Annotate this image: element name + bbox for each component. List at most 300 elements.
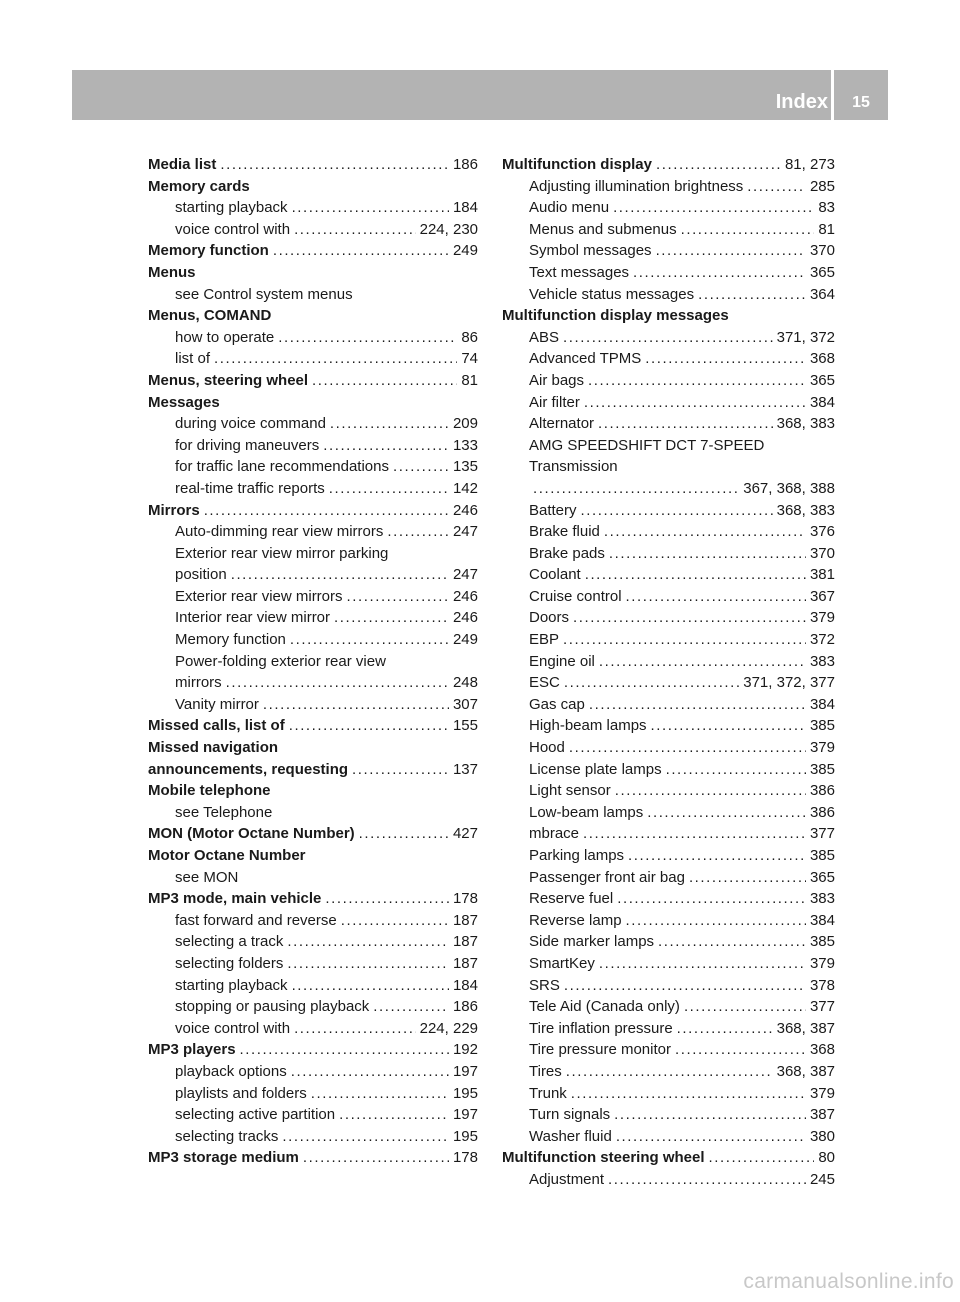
index-subentry[interactable]: [502, 845, 835, 867]
page-reference[interactable]: 137: [452, 760, 478, 778]
entry-label: Missed navigation: [148, 739, 279, 757]
page-reference[interactable]: 385: [809, 933, 835, 951]
page-reference[interactable]: 74: [461, 350, 478, 368]
index-subentry[interactable]: [148, 694, 478, 716]
index-subentry[interactable]: [148, 910, 478, 932]
entry-label: Memory function: [148, 242, 269, 260]
page-reference[interactable]: 377: [809, 998, 835, 1016]
dot-leader: [584, 392, 806, 414]
index-subentry[interactable]: [148, 327, 478, 349]
page-reference[interactable]: 187: [452, 933, 478, 951]
entry-label: Brake fluid: [529, 523, 600, 541]
dot-leader: [684, 996, 806, 1018]
index-subentry[interactable]: [502, 478, 835, 500]
index-entry[interactable]: [148, 823, 478, 845]
dot-leader: [287, 953, 449, 975]
page-reference[interactable]: 384: [809, 911, 835, 929]
page-reference[interactable]: 246: [452, 587, 478, 605]
entry-label: SRS: [529, 976, 560, 994]
page-reference[interactable]: 186: [452, 156, 478, 173]
dot-leader: [585, 564, 806, 586]
index-subentry[interactable]: [502, 543, 835, 565]
page-reference[interactable]: 246: [452, 609, 478, 627]
entry-label: voice control with: [175, 220, 291, 238]
entry-label: Hood: [529, 739, 565, 757]
page-reference[interactable]: 81: [818, 220, 835, 238]
entry-label: Coolant: [529, 566, 581, 584]
page-reference[interactable]: 371, 372: [776, 328, 835, 346]
index-subentry[interactable]: [502, 564, 835, 586]
page-reference[interactable]: 379: [809, 739, 835, 757]
entry-label: Battery: [529, 501, 577, 519]
index-entry[interactable]: [148, 154, 478, 176]
dot-leader: [263, 694, 449, 716]
dot-leader: [564, 672, 739, 694]
entry-label: Tires: [529, 1062, 562, 1080]
dot-leader: [289, 715, 449, 737]
page-reference[interactable]: 367, 368, 388: [743, 479, 835, 497]
dot-leader: [626, 586, 806, 608]
entry-label: fast forward and reverse: [175, 911, 337, 929]
dot-leader: [604, 521, 806, 543]
entry-label: Cruise control: [529, 587, 622, 605]
index-subentry[interactable]: [502, 715, 835, 737]
index-subentry[interactable]: [502, 931, 835, 953]
page-reference[interactable]: 155: [452, 717, 478, 735]
index-subentry[interactable]: [148, 672, 478, 694]
dot-leader: [599, 651, 806, 673]
index-subentry[interactable]: [502, 586, 835, 608]
dot-leader: [626, 910, 806, 932]
dot-leader: [341, 910, 449, 932]
entry-label: starting playback: [175, 976, 288, 994]
page-reference[interactable]: 247: [452, 523, 478, 541]
entry-label: MP3 mode, main vehicle: [148, 890, 322, 908]
index-subentry: [148, 543, 478, 565]
dot-leader: [273, 240, 449, 262]
page-reference[interactable]: 187: [452, 954, 478, 972]
entry-label: SmartKey: [529, 954, 595, 972]
page-reference[interactable]: 245: [809, 1170, 835, 1188]
entry-label: High-beam lamps: [529, 717, 647, 735]
index-entry: [148, 392, 478, 414]
dot-leader: [312, 370, 457, 392]
dot-leader: [633, 262, 806, 284]
index-entry[interactable]: [502, 1147, 835, 1169]
page-reference[interactable]: 81, 273: [784, 156, 835, 173]
page-reference[interactable]: 187: [452, 911, 478, 929]
page-reference[interactable]: 387: [809, 1106, 835, 1124]
index-subentry[interactable]: [148, 413, 478, 435]
page-reference[interactable]: 368, 387: [776, 1062, 835, 1080]
index-subentry[interactable]: [148, 975, 478, 997]
dot-leader: [571, 1083, 806, 1105]
index-subentry[interactable]: [502, 500, 835, 522]
entry-label: Memory function: [175, 631, 286, 649]
page-reference[interactable]: 385: [809, 847, 835, 864]
dot-leader: [347, 586, 449, 608]
index-subentry[interactable]: [148, 435, 478, 457]
dot-leader: [325, 888, 449, 910]
page-reference[interactable]: 80: [818, 1149, 835, 1167]
index-entry[interactable]: [502, 154, 835, 176]
index-entry[interactable]: [148, 370, 478, 392]
index-subentry[interactable]: [502, 1104, 835, 1126]
index-entry[interactable]: [148, 500, 478, 522]
index-subentry[interactable]: [502, 651, 835, 673]
index-subentry[interactable]: [148, 607, 478, 629]
index-subentry[interactable]: [148, 931, 478, 953]
index-entry[interactable]: [148, 888, 478, 910]
page-reference[interactable]: 81: [461, 371, 478, 389]
page-reference[interactable]: 365: [809, 868, 835, 886]
entry-label: mirrors: [175, 674, 222, 692]
page-reference[interactable]: 371, 372, 377: [743, 674, 835, 692]
page-reference[interactable]: 209: [452, 415, 478, 433]
dot-leader: [656, 240, 806, 262]
page-reference[interactable]: 386: [809, 782, 835, 800]
entry-label: Engine oil: [529, 652, 595, 670]
page-number: 15: [852, 94, 870, 111]
dot-leader: [609, 543, 806, 565]
entry-label: Turn signals: [529, 1106, 611, 1124]
entry-label: Multifunction display messages: [502, 307, 729, 325]
page-reference[interactable]: 368, 383: [776, 501, 835, 519]
index-entry: [148, 780, 478, 802]
page-reference[interactable]: 383: [809, 652, 835, 670]
page-reference[interactable]: 249: [452, 631, 478, 649]
page-reference[interactable]: 178: [452, 1149, 478, 1167]
page-reference[interactable]: 224, 230: [419, 220, 478, 238]
index-subentry[interactable]: [148, 348, 478, 370]
page-reference[interactable]: 365: [809, 263, 835, 281]
entry-label: MON (Motor Octane Number): [148, 825, 355, 843]
page-reference[interactable]: 192: [452, 1041, 478, 1059]
page-reference[interactable]: 178: [452, 890, 478, 908]
page-reference[interactable]: 370: [809, 544, 835, 562]
entry-label: list of: [175, 350, 211, 368]
page-reference[interactable]: 249: [452, 242, 478, 260]
index-subentry[interactable]: [502, 910, 835, 932]
page-reference[interactable]: 384: [809, 393, 835, 411]
entry-label: MP3 storage medium: [148, 1149, 299, 1167]
dot-leader: [563, 327, 773, 349]
index-subentry[interactable]: [502, 1061, 835, 1083]
index-subentry[interactable]: [502, 694, 835, 716]
entry-label: how to operate: [175, 328, 275, 346]
entry-label: Power-folding exterior rear view: [175, 652, 386, 670]
entry-label: Media list: [148, 156, 217, 173]
entry-label: selecting a track: [175, 933, 284, 951]
index-subentry[interactable]: [148, 1083, 478, 1105]
entry-label: Exterior rear view mirror parking: [175, 544, 389, 562]
index-subentry[interactable]: [148, 478, 478, 500]
index-entry: [502, 305, 835, 327]
dot-leader: [563, 629, 806, 651]
entry-label: AMG SPEEDSHIFT DCT 7-SPEED: [529, 436, 765, 454]
index-entry: [148, 737, 478, 759]
dot-leader: [656, 154, 781, 176]
index-subentry[interactable]: [502, 240, 835, 262]
page-reference[interactable]: 184: [452, 976, 478, 994]
dot-leader: [564, 975, 806, 997]
entry-label: License plate lamps: [529, 760, 662, 778]
index-subentry[interactable]: [502, 759, 835, 781]
entry-label: Text messages: [529, 263, 630, 281]
dot-leader: [292, 975, 449, 997]
page-reference[interactable]: 133: [452, 436, 478, 454]
entry-label: Memory cards: [148, 177, 250, 195]
entry-label: Air bags: [529, 371, 585, 389]
page-reference[interactable]: 379: [809, 1084, 835, 1102]
page-reference[interactable]: 385: [809, 760, 835, 778]
entry-label: selecting tracks: [175, 1127, 279, 1145]
dot-leader: [393, 456, 449, 478]
page-reference[interactable]: 370: [809, 242, 835, 260]
page-reference[interactable]: 376: [809, 523, 835, 541]
index-subentry[interactable]: [502, 996, 835, 1018]
index-subentry[interactable]: [502, 370, 835, 392]
index-subentry: [148, 802, 478, 824]
index-subentry[interactable]: [148, 521, 478, 543]
index-subentry[interactable]: [502, 262, 835, 284]
entry-label: Tire pressure monitor: [529, 1041, 671, 1059]
entry-label: Air filter: [529, 393, 580, 411]
page-reference[interactable]: 377: [809, 825, 835, 843]
entry-label: Menus, steering wheel: [148, 371, 309, 389]
entry-label: mbrace: [529, 825, 580, 843]
index-entry[interactable]: [148, 240, 478, 262]
page-reference[interactable]: 368, 383: [776, 415, 835, 433]
dot-leader: [617, 888, 806, 910]
index-subentry[interactable]: [148, 953, 478, 975]
page-reference[interactable]: 381: [809, 566, 835, 584]
index-subentry[interactable]: [148, 564, 478, 586]
page-reference[interactable]: 246: [452, 501, 478, 519]
index-subentry[interactable]: [148, 456, 478, 478]
index-subentry[interactable]: [148, 1018, 478, 1040]
dot-leader: [226, 672, 449, 694]
index-subentry[interactable]: [502, 176, 835, 198]
index-entry[interactable]: [148, 715, 478, 737]
entry-label: Multifunction steering wheel: [502, 1149, 705, 1167]
index-column-left: [148, 154, 478, 1169]
index-subentry[interactable]: [502, 521, 835, 543]
dot-leader: [615, 780, 806, 802]
index-subentry[interactable]: [502, 953, 835, 975]
entry-label: Exterior rear view mirrors: [175, 587, 343, 605]
entry-label: stopping or pausing playback: [175, 998, 370, 1016]
index-subentry[interactable]: [502, 284, 835, 306]
page-reference[interactable]: 184: [452, 199, 478, 217]
index-entry[interactable]: [148, 1039, 478, 1061]
page-reference[interactable]: 285: [809, 177, 835, 195]
page-reference[interactable]: 368, 387: [776, 1019, 835, 1037]
dot-leader: [677, 1018, 773, 1040]
page-reference[interactable]: 365: [809, 371, 835, 389]
index-column-right: [502, 154, 835, 1191]
entry-label: for driving maneuvers: [175, 436, 320, 454]
index-subentry[interactable]: [502, 672, 835, 694]
entry-label: voice control with: [175, 1019, 291, 1037]
dot-leader: [747, 176, 806, 198]
page-reference[interactable]: 385: [809, 717, 835, 735]
entry-label: Parking lamps: [529, 847, 625, 864]
dot-leader: [569, 737, 806, 759]
index-subentry[interactable]: [502, 413, 835, 435]
entry-label: selecting active partition: [175, 1106, 336, 1124]
page-reference[interactable]: 383: [809, 890, 835, 908]
index-entry[interactable]: [148, 1147, 478, 1169]
entry-label: Brake pads: [529, 544, 605, 562]
index-subentry[interactable]: [148, 219, 478, 241]
entry-label: Vehicle status messages: [529, 285, 695, 303]
page-reference[interactable]: 83: [818, 199, 835, 217]
page-reference[interactable]: 197: [452, 1062, 478, 1080]
page-reference[interactable]: 197: [452, 1106, 478, 1124]
entry-label: Interior rear view mirror: [175, 609, 331, 627]
dot-leader: [533, 478, 739, 500]
index-subentry: [148, 284, 478, 306]
index-subentry[interactable]: [502, 1126, 835, 1148]
entry-label: Low-beam lamps: [529, 803, 644, 821]
entry-label: ESC: [529, 674, 560, 692]
section-title: Index: [775, 91, 828, 113]
dot-leader: [675, 1039, 806, 1061]
index-subentry[interactable]: [148, 586, 478, 608]
page-reference[interactable]: 86: [461, 328, 478, 346]
index-subentry[interactable]: [502, 975, 835, 997]
index-subentry[interactable]: [502, 780, 835, 802]
entry-label: Alternator: [529, 415, 595, 433]
page-reference[interactable]: 386: [809, 803, 835, 821]
page-reference[interactable]: 224, 229: [419, 1019, 478, 1037]
index-subentry[interactable]: [502, 1018, 835, 1040]
dot-leader: [589, 694, 806, 716]
page-reference[interactable]: 142: [452, 479, 478, 497]
entry-label: Gas cap: [529, 695, 585, 713]
index-subentry[interactable]: [502, 1083, 835, 1105]
page-reference[interactable]: 368: [809, 350, 835, 368]
index-subentry[interactable]: [502, 1039, 835, 1061]
page-reference[interactable]: 380: [809, 1127, 835, 1145]
entry-label: Menus: [148, 263, 196, 281]
page-reference[interactable]: 379: [809, 609, 835, 627]
dot-leader: [588, 370, 806, 392]
page-reference[interactable]: 247: [452, 566, 478, 584]
page-reference[interactable]: 372: [809, 631, 835, 649]
dot-leader: [220, 154, 449, 176]
entry-label: Advanced TPMS: [529, 350, 642, 368]
dot-leader: [240, 1039, 449, 1061]
index-subentry[interactable]: [502, 802, 835, 824]
page-reference[interactable]: 186: [452, 998, 478, 1016]
index-subentry[interactable]: [502, 1169, 835, 1191]
dot-leader: [352, 759, 449, 781]
index-subentry[interactable]: [148, 197, 478, 219]
page-reference[interactable]: 248: [452, 674, 478, 692]
index-subentry[interactable]: [502, 327, 835, 349]
index-subentry[interactable]: [502, 888, 835, 910]
dot-leader: [291, 1061, 449, 1083]
page-reference[interactable]: 364: [809, 285, 835, 303]
page-reference[interactable]: 379: [809, 954, 835, 972]
dot-leader: [658, 931, 806, 953]
dot-leader: [599, 953, 806, 975]
dot-leader: [598, 413, 773, 435]
dot-leader: [231, 564, 449, 586]
index-subentry[interactable]: [502, 392, 835, 414]
dot-leader: [628, 845, 806, 867]
index-subentry[interactable]: [148, 1126, 478, 1148]
entry-label: Vanity mirror: [175, 695, 259, 713]
index-subentry[interactable]: [502, 737, 835, 759]
entry-label: see Control system menus: [175, 285, 353, 303]
index-subentry[interactable]: [148, 629, 478, 651]
dot-leader: [278, 327, 457, 349]
entry-label: Trunk: [529, 1084, 567, 1102]
dot-leader: [334, 607, 449, 629]
index-subentry[interactable]: [148, 1061, 478, 1083]
page-reference[interactable]: 367: [809, 587, 835, 605]
page-reference[interactable]: 307: [452, 695, 478, 713]
dot-leader: [330, 413, 449, 435]
entry-label: Doors: [529, 609, 570, 627]
entry-label: Symbol messages: [529, 242, 652, 260]
index-subentry[interactable]: [502, 197, 835, 219]
page-reference[interactable]: 368: [809, 1041, 835, 1059]
dot-leader: [323, 435, 449, 457]
entry-label: Motor Octane Number: [148, 847, 306, 864]
entry-label: Messages: [148, 393, 220, 411]
dot-leader: [608, 1169, 806, 1191]
index-subentry[interactable]: [502, 348, 835, 370]
page-reference[interactable]: 195: [452, 1127, 478, 1145]
dot-leader: [647, 802, 806, 824]
page-reference[interactable]: 195: [452, 1084, 478, 1102]
dot-leader: [294, 1018, 416, 1040]
index-subentry: [502, 435, 835, 457]
entry-label: Auto-dimming rear view mirrors: [175, 523, 384, 541]
index-subentry[interactable]: [502, 219, 835, 241]
page-reference[interactable]: 135: [452, 458, 478, 476]
page-reference[interactable]: 384: [809, 695, 835, 713]
entry-label: Light sensor: [529, 782, 611, 800]
index-subentry: [148, 867, 478, 889]
dot-leader: [387, 521, 449, 543]
index-entry[interactable]: [148, 759, 478, 781]
dot-leader: [373, 996, 449, 1018]
index-subentry[interactable]: [148, 1104, 478, 1126]
dot-leader: [689, 867, 806, 889]
dot-leader: [282, 1126, 449, 1148]
index-subentry[interactable]: [502, 607, 835, 629]
index-subentry[interactable]: [148, 996, 478, 1018]
dot-leader: [573, 607, 806, 629]
page-reference[interactable]: 427: [452, 825, 478, 843]
page-reference[interactable]: 378: [809, 976, 835, 994]
entry-label: Mirrors: [148, 501, 200, 519]
entry-label: Mobile telephone: [148, 782, 271, 800]
index-subentry[interactable]: [502, 867, 835, 889]
index-subentry[interactable]: [502, 823, 835, 845]
index-subentry[interactable]: [502, 629, 835, 651]
entry-label: EBP: [529, 631, 560, 649]
dot-leader: [616, 1126, 806, 1148]
index-entry: [148, 845, 478, 867]
entry-label: position: [175, 566, 227, 584]
entry-label: Multifunction display: [502, 156, 652, 173]
